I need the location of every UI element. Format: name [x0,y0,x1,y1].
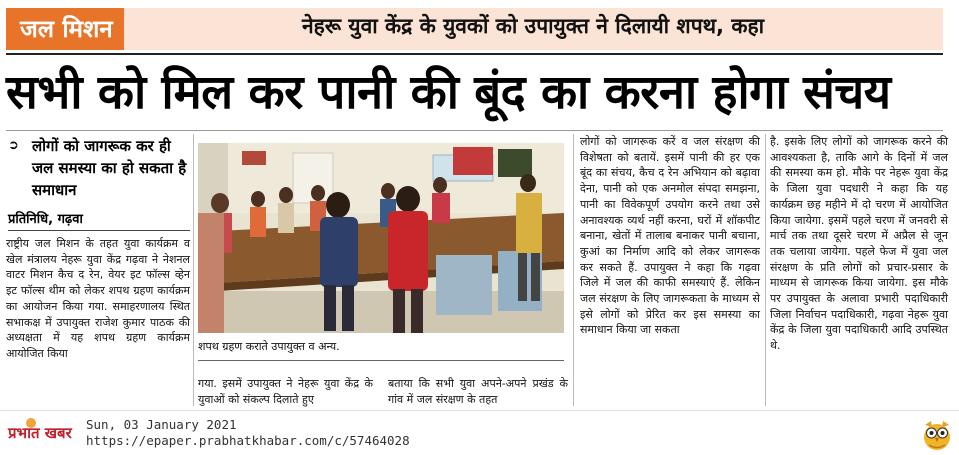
prabhat-khabar-logo[interactable] [8,421,78,447]
subheadline: नेहरू युवा केंद्र के युवकों को उपायुक्त ने दिलायी शपथ, कहा [302,14,765,38]
headline: सभी को मिल कर पानी की बूंद का करना होगा संचय [6,65,891,120]
article-column-2b: बताया कि सभी युवा अपने-अपने प्रखंड के गांव में जल संरक्षण के तहत [388,377,568,406]
byline: प्रतिनिधि, गढ़वा [8,212,83,227]
pull-quote: लोगों को जागरूक कर ही जल समस्या का हो सकता है समाधान [32,137,187,199]
owl-icon [922,419,952,451]
photo-illustration [198,143,564,333]
divider [6,53,943,55]
clip-date: Sun, 03 January 2021 [86,417,237,432]
bullet-arrow-icon: ➲ [8,138,19,153]
clip-url-link[interactable]: https://epaper.prabhatkhabar.com/c/57464028 [86,433,410,448]
pull-quote-box [8,135,190,201]
article-column-1: राष्ट्रीय जल मिशन के तहत युवा कार्यक्रम व खेल मंत्रालय नेहरू युवा केंद्र गढ़वा ने नेशनल वाटर मिशन कैच द रेन, वेयर इट फॉल्स व्हेन इट फॉल्स थीम को लेकर शपथ ग्रहण कार्यक्रम का आयोजन किया गया. समाहरणालय स्थित सभाकक्ष में उपायुक्त राजेश कुमार पाठक की अध्यक्षता में यह शपथ ग्रहण कार्यक्रम आयोजित किया [6,237,190,360]
photo-caption: शपथ ग्रहण कराते उपायुक्त व अन्य. [198,340,340,353]
epaper-footer [0,410,959,455]
clip-meta [86,417,410,449]
article-column-3: लोगों को जागरूक करें व जल संरक्षण की विशेषता को बतायें. इसमें पानी की हर एक बूंद का संचय, कैच द रेन अभियान को बढ़ावा देना, पानी को एक अनमोल संपदा समझना, पानी का विवेकपूर्ण उपयोग करने तथा उसे अनावश्यक व्यर्थ नहीं करना, घरों में शॉकपीट बनाना, खेतों में तालाब बनाकर पानी बचाना, कुआं का निर्माण आदि को लेकर जागरूक कर सकते हैं. उपायुक्त ने कहा कि गढ़वा जिले में जल की काफी समस्याएं हैं. लेकिन जल संरक्षण के लिए जागरूकता के माध्यम से इसे लोगों को प्रेरित कर इस समस्या का समाधान किया जा सकता [580,135,760,337]
divider [8,230,190,231]
article-column-2: गया. इसमें उपायुक्त ने नेहरू युवा केंद्र के युवाओं को संकल्प दिलाते हुए [198,377,373,406]
column-divider [573,134,574,406]
article-column-4: है. इसके लिए लोगों को जागरूक करने की आवश्यकता है, ताकि आगे के दिनों में जल की समस्या कम हो. मौके पर नेहरू युवा केंद्र के जिला युवा पदधारी ने कहा कि यह कार्यक्रम छह महीने में दो चरण में आयोजित किया जायेगा. इसमें पहले चरण में जनवरी से मार्च तक तथा दूसरे चरण में अप्रैल से जून तक चलाया जायेगा. पहले फेज में युवा जल संरक्षण के प्रति लोगों को प्रचार-प्रसार के माध्यम से जागरूक किया जायेगा. इस मौके पर उपायुक्त के अलावा प्रभारी पदाधिकारी जिला निर्वाचन पदाधिकारी, गढ़वा नेहरू युवा केंद्र के जिला युवा पदाधिकारी आदि उपस्थित थे. [770,135,948,353]
article-photo [198,143,564,333]
column-divider [765,134,766,406]
divider [198,360,564,361]
column-divider [193,134,194,406]
logo-text: प्रभात खबर [8,424,72,442]
divider [6,130,943,131]
section-tag: जल मिशन [6,8,124,50]
